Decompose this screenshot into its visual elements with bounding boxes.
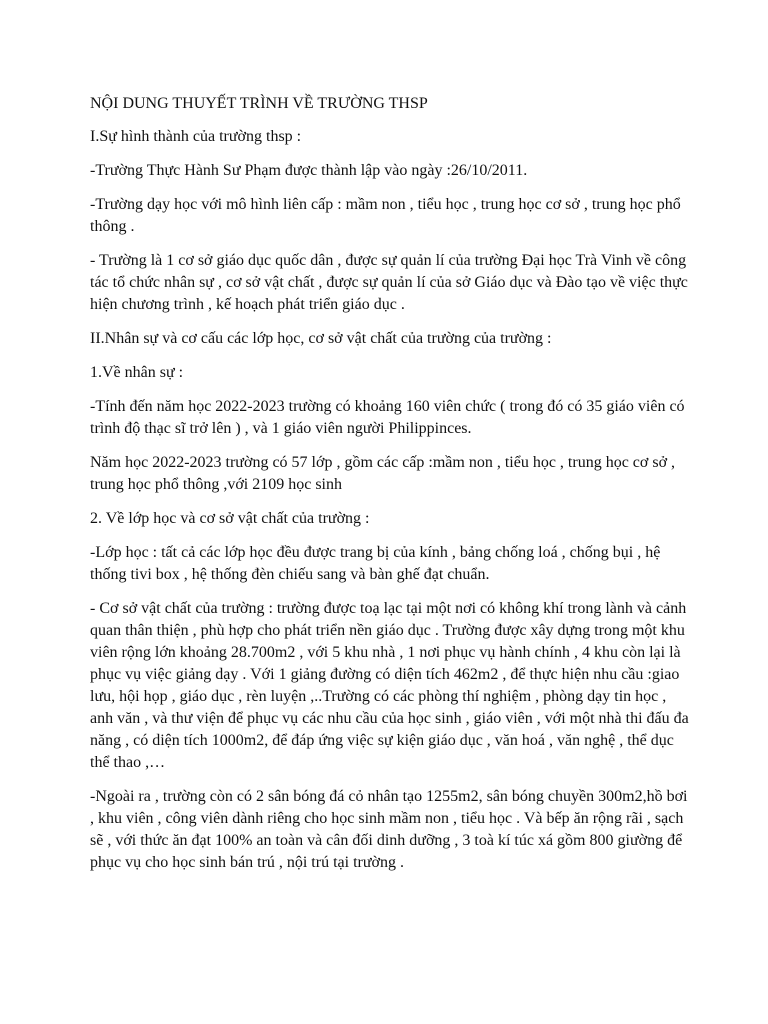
subsection-heading-personnel: 1.Về nhân sự : [90,364,184,381]
subsection-heading-classrooms: 2. Về lớp học và cơ sở vật chất của trường : [90,510,370,527]
paragraph-classrooms: -Lớp học : tất cả các lớp học đều được trang bị của kính , bảng chống loá , chống bụi , hệ thống tivi box , hệ thống đèn chiếu sang và bàn ghế đạt chuẩn. [90,544,661,583]
paragraph-staff-count: -Tính đến năm học 2022-2023 trường có khoảng 160 viên chức ( trong đó có 35 giáo viên có trình độ thạc sĩ trở lên ) , và 1 giáo viên người Philippinces. [90,398,685,437]
paragraph-school-levels: -Trường dạy học với mô hình liên cấp : mầm non , tiểu học , trung học cơ sở , trung học phổ thông . [90,196,681,235]
section-heading-personnel-facilities: II.Nhân sự và cơ cấu các lớp học, cơ sở vật chất của trường của trường : [90,330,552,347]
paragraph-management: - Trường là 1 cơ sở giáo dục quốc dân , được sự quản lí của trường Đại học Trà Vinh về công tác tổ chức nhân sự , cơ sở vật chất , được sự quản lí của sở Giáo dục và Đào tạo về việc thực hiện chương trình , kế hoạch phát triển giáo dục . [90,252,688,313]
paragraph-founding-date: -Trường Thực Hành Sư Phạm được thành lập vào ngày :26/10/2011. [90,162,528,179]
paragraph-class-count: Năm học 2022-2023 trường có 57 lớp , gồm các cấp :mầm non , tiểu học , trung học cơ sở , trung học phổ thông ,với 2109 học sinh [90,454,676,493]
paragraph-additional-facilities: -Ngoài ra , trường còn có 2 sân bóng đá cỏ nhân tạo 1255m2, sân bóng chuyền 300m2,hồ bơi , khu viên , công viên dành riêng cho học sinh mầm non , tiểu học . Và bếp ăn rộng rãi , sạch sẽ , với thức ăn đạt 100% an toàn và cân đối dinh dưỡng , 3 toà kí túc xá gồm 800 giường để phục vụ cho học sinh bán trú , nội trú tại trường . [90,788,688,871]
document-page [90,93,690,886]
document-title: NỘI DUNG THUYẾT TRÌNH VỀ TRƯỜNG THSP [90,95,428,112]
section-heading-formation: I.Sự hình thành của trường thsp : [90,128,302,145]
paragraph-facilities: - Cơ sở vật chất của trường : trường được toạ lạc tại một nơi có không khí trong lành và cảnh quan thân thiện , phù hợp cho phát triển nền giáo dục . Trường được xây dựng trong một khu viên rộng lớn khoảng 28.700m2 , với 5 khu nhà , 1 nơi phục vụ hành chính , 4 khu còn lại là phục vụ việc giảng dạy . Với 1 giảng đường có diện tích 462m2 , để thực hiện nhu cầu :giao lưu, hội họp , giáo dục , rèn luyện ,..Trường có các phòng thí nghiệm , phòng dạy tin học , anh văn , và thư viện để phục vụ các nhu cầu của học sinh , giáo viên , với một nhà thi đấu đa năng , có diện tích 1000m2, để đáp ứng việc sự kiện giáo dục , văn hoá , văn nghệ , thể dục thể thao ,… [90,600,689,771]
